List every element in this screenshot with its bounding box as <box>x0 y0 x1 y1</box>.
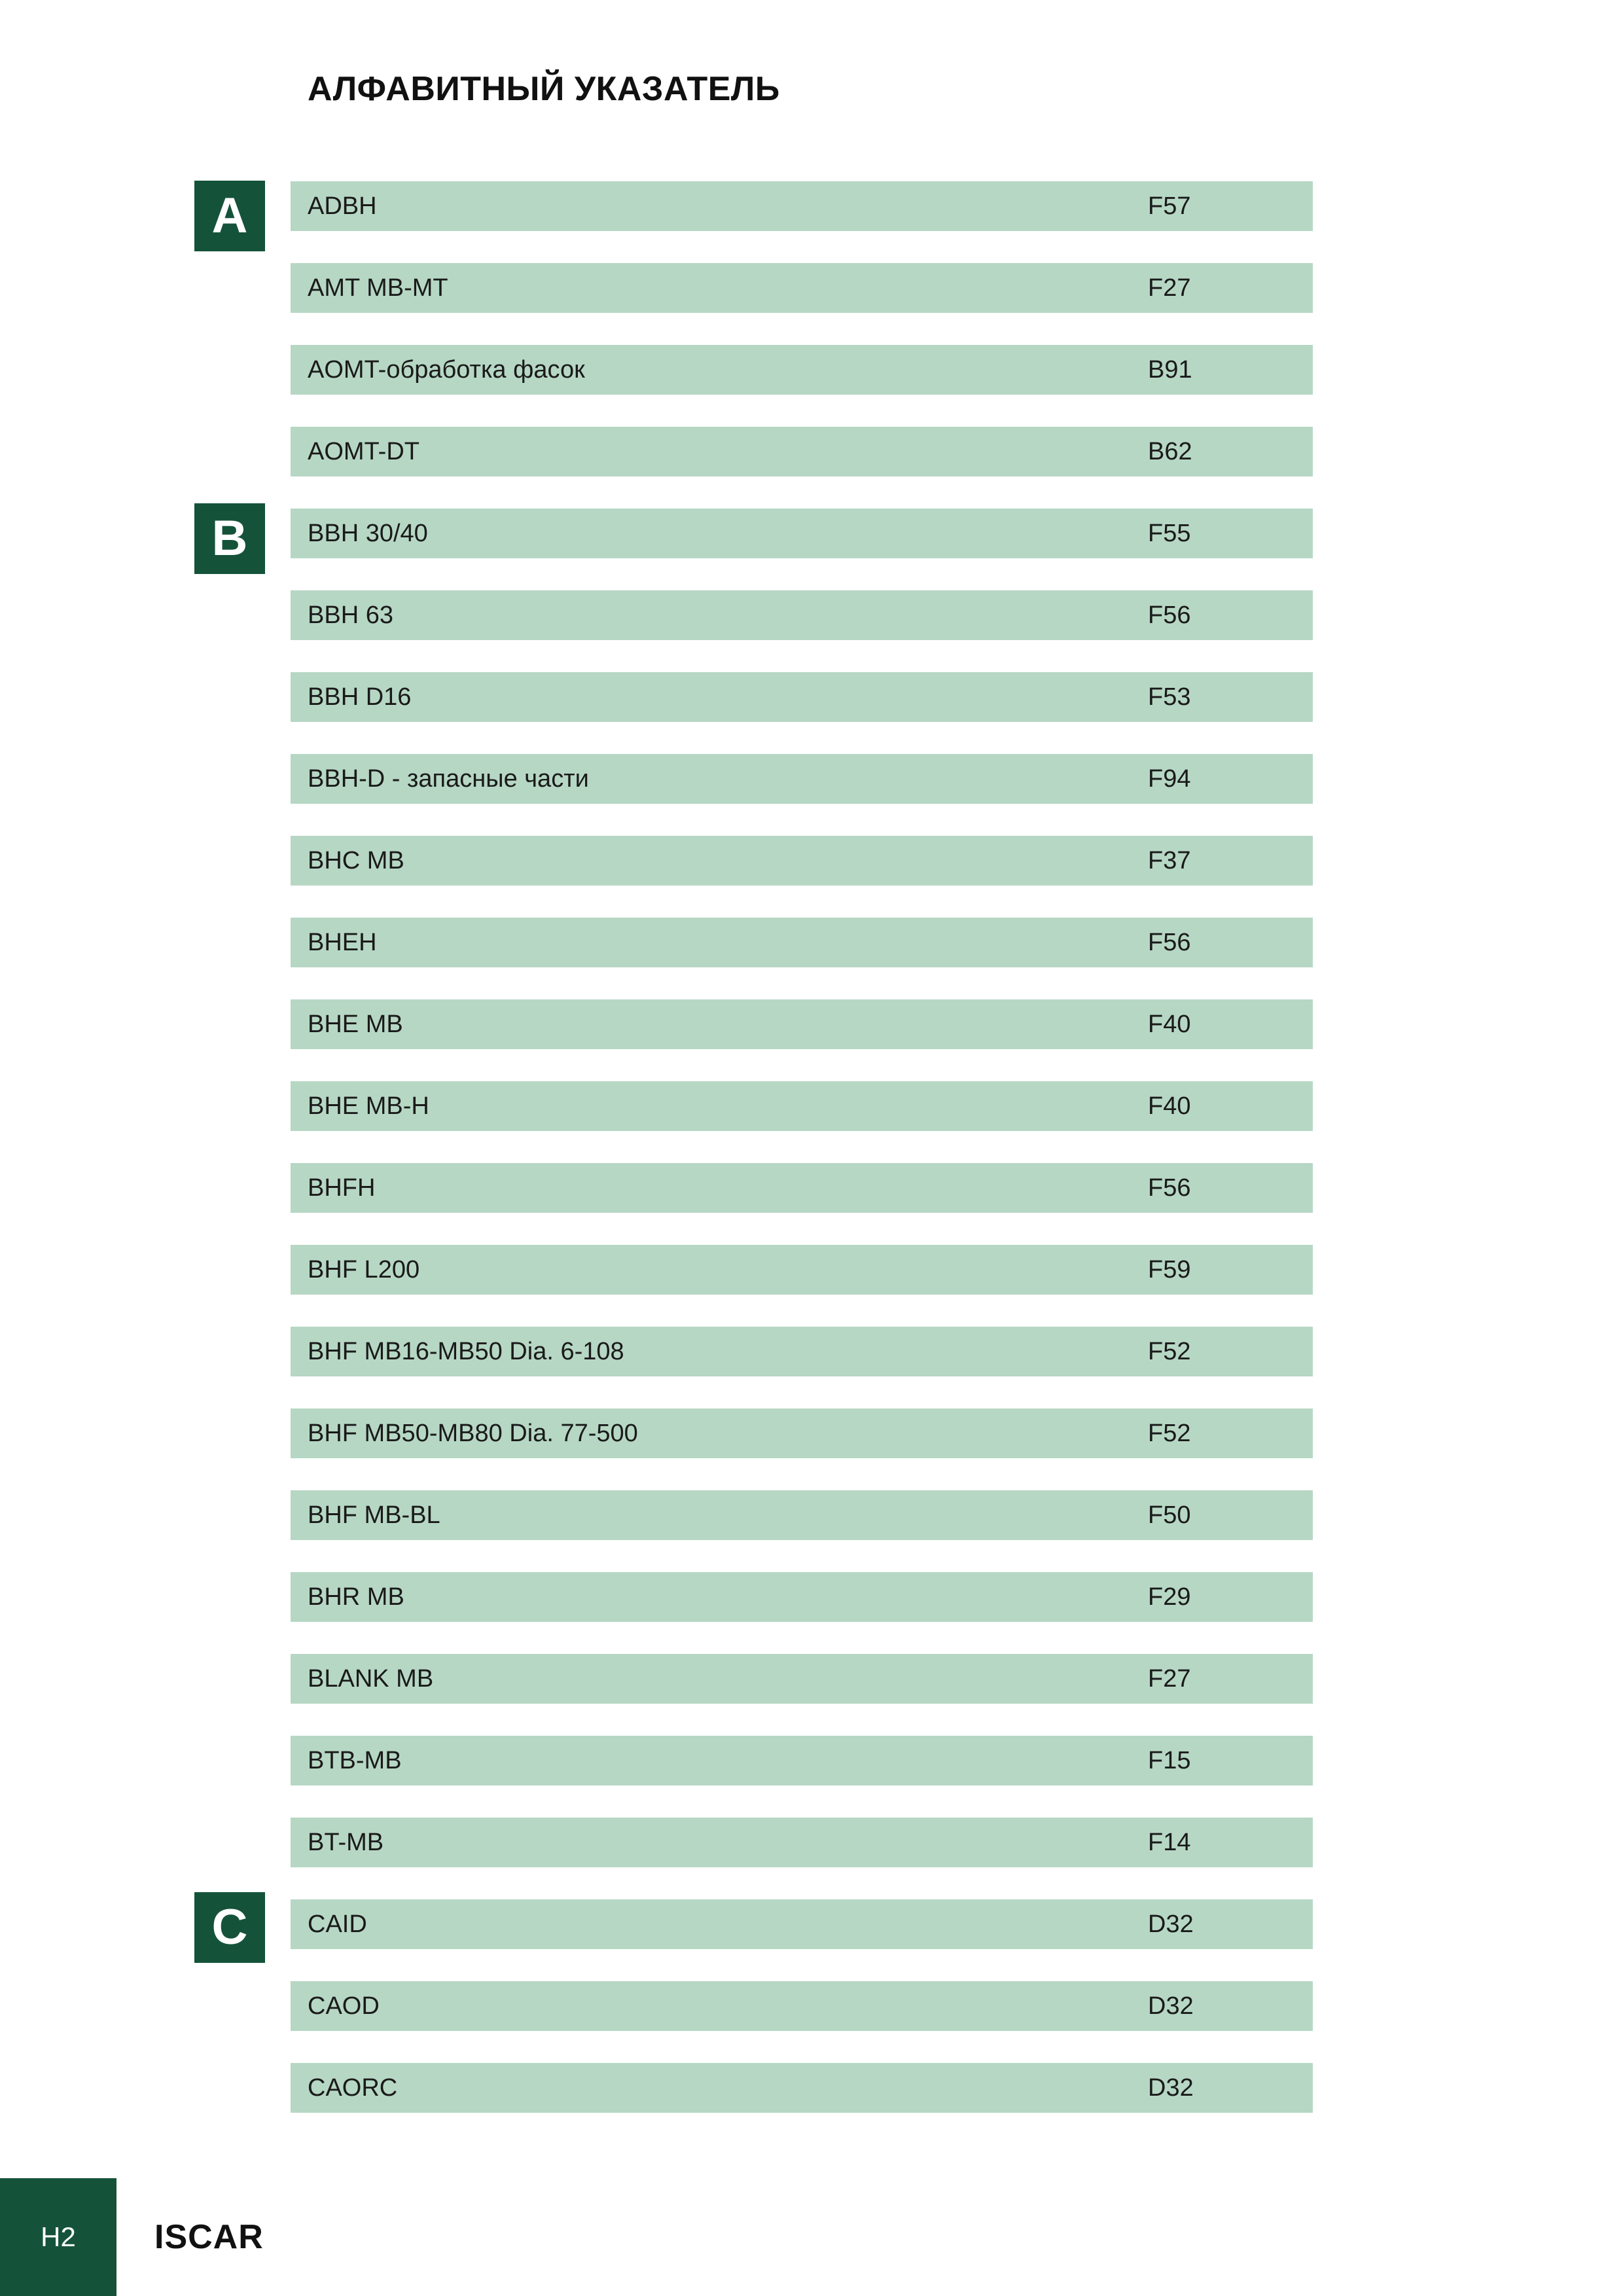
entry-name: BBH-D - запасные части <box>308 765 589 793</box>
entry-name: CAORC <box>308 2074 398 2102</box>
entry-name: AMT MB-MT <box>308 274 448 302</box>
entry-name: ADBH <box>308 192 377 220</box>
entry-name: BHE MB <box>308 1011 403 1038</box>
index-entry[interactable] <box>291 836 1313 886</box>
index-entry[interactable] <box>291 263 1313 313</box>
entry-page-ref[interactable]: B91 <box>1148 356 1192 384</box>
entry-page-ref[interactable]: F27 <box>1148 1665 1191 1693</box>
entry-page-ref[interactable]: F53 <box>1148 683 1191 711</box>
entry-page-ref[interactable]: F57 <box>1148 192 1191 220</box>
entry-name: BHFH <box>308 1174 376 1202</box>
entry-page-ref[interactable]: F40 <box>1148 1092 1191 1120</box>
entry-name: BHF MB50-MB80 Dia. 77-500 <box>308 1420 638 1447</box>
entry-page-ref[interactable]: B62 <box>1148 438 1192 465</box>
index-entry[interactable] <box>291 1245 1313 1295</box>
entry-page-ref[interactable]: F14 <box>1148 1829 1191 1856</box>
entry-page-ref[interactable]: F37 <box>1148 847 1191 874</box>
entry-page-ref[interactable]: F56 <box>1148 929 1191 956</box>
page-title: АЛФАВИТНЫЙ УКАЗАТЕЛЬ <box>308 70 780 108</box>
entry-name: BBH D16 <box>308 683 412 711</box>
index-entry[interactable] <box>291 345 1313 395</box>
entry-page-ref[interactable]: F29 <box>1148 1583 1191 1611</box>
index-entry[interactable] <box>291 672 1313 722</box>
index-entry[interactable] <box>291 1899 1313 1949</box>
entry-page-ref[interactable]: F52 <box>1148 1420 1191 1447</box>
entry-name: BHC MB <box>308 847 404 874</box>
section-letter-a: A <box>194 181 265 251</box>
entry-name: BHF MB-BL <box>308 1501 440 1529</box>
index-entry[interactable] <box>291 754 1313 804</box>
entry-name: BLANK MB <box>308 1665 434 1693</box>
entry-name: BTB-MB <box>308 1747 402 1774</box>
index-entry[interactable] <box>291 1408 1313 1458</box>
index-entry[interactable] <box>291 1490 1313 1540</box>
entry-name: AOMT-обработка фасок <box>308 356 585 384</box>
index-entry[interactable] <box>291 2063 1313 2113</box>
footer-page-tab <box>0 2178 116 2296</box>
entry-page-ref[interactable]: F55 <box>1148 520 1191 547</box>
entry-page-ref[interactable]: F15 <box>1148 1747 1191 1774</box>
index-entry[interactable] <box>291 590 1313 640</box>
entry-page-ref[interactable]: F52 <box>1148 1338 1191 1365</box>
entry-name: BBH 30/40 <box>308 520 428 547</box>
entry-page-ref[interactable]: D32 <box>1148 1910 1194 1938</box>
index-entry[interactable] <box>291 1081 1313 1131</box>
section-letter-c: C <box>194 1892 265 1963</box>
entry-page-ref[interactable]: D32 <box>1148 1992 1194 2020</box>
index-entry[interactable] <box>291 1981 1313 2031</box>
entry-page-ref[interactable]: F59 <box>1148 1256 1191 1283</box>
entry-page-ref[interactable]: F94 <box>1148 765 1191 793</box>
entry-page-ref[interactable]: F50 <box>1148 1501 1191 1529</box>
page-number: H2 <box>41 2221 76 2252</box>
entry-page-ref[interactable]: D32 <box>1148 2074 1194 2102</box>
entry-page-ref[interactable]: F27 <box>1148 274 1191 302</box>
index-entry[interactable] <box>291 999 1313 1049</box>
entry-name: AOMT-DT <box>308 438 419 465</box>
index-entry[interactable] <box>291 509 1313 558</box>
entry-name: BHR MB <box>308 1583 404 1611</box>
entry-name: BHEH <box>308 929 377 956</box>
entry-page-ref[interactable]: F56 <box>1148 1174 1191 1202</box>
entry-name: BHF L200 <box>308 1256 420 1283</box>
index-entry[interactable] <box>291 918 1313 967</box>
index-entry[interactable] <box>291 1163 1313 1213</box>
entry-name: BHE MB-H <box>308 1092 429 1120</box>
brand-logo: ISCAR <box>154 2218 264 2256</box>
index-entry[interactable] <box>291 1572 1313 1622</box>
entry-page-ref[interactable]: F56 <box>1148 601 1191 629</box>
index-entry[interactable] <box>291 427 1313 476</box>
entry-name: BT-MB <box>308 1829 384 1856</box>
entry-page-ref[interactable]: F40 <box>1148 1011 1191 1038</box>
section-letter-b: B <box>194 503 265 574</box>
index-entry[interactable] <box>291 1654 1313 1704</box>
entry-name: BHF MB16-MB50 Dia. 6-108 <box>308 1338 624 1365</box>
index-entry[interactable] <box>291 1736 1313 1785</box>
entry-name: BBH 63 <box>308 601 393 629</box>
index-entry[interactable] <box>291 181 1313 231</box>
entry-name: CAOD <box>308 1992 380 2020</box>
index-entry[interactable] <box>291 1818 1313 1867</box>
index-entry[interactable] <box>291 1327 1313 1376</box>
entry-name: CAID <box>308 1910 367 1938</box>
